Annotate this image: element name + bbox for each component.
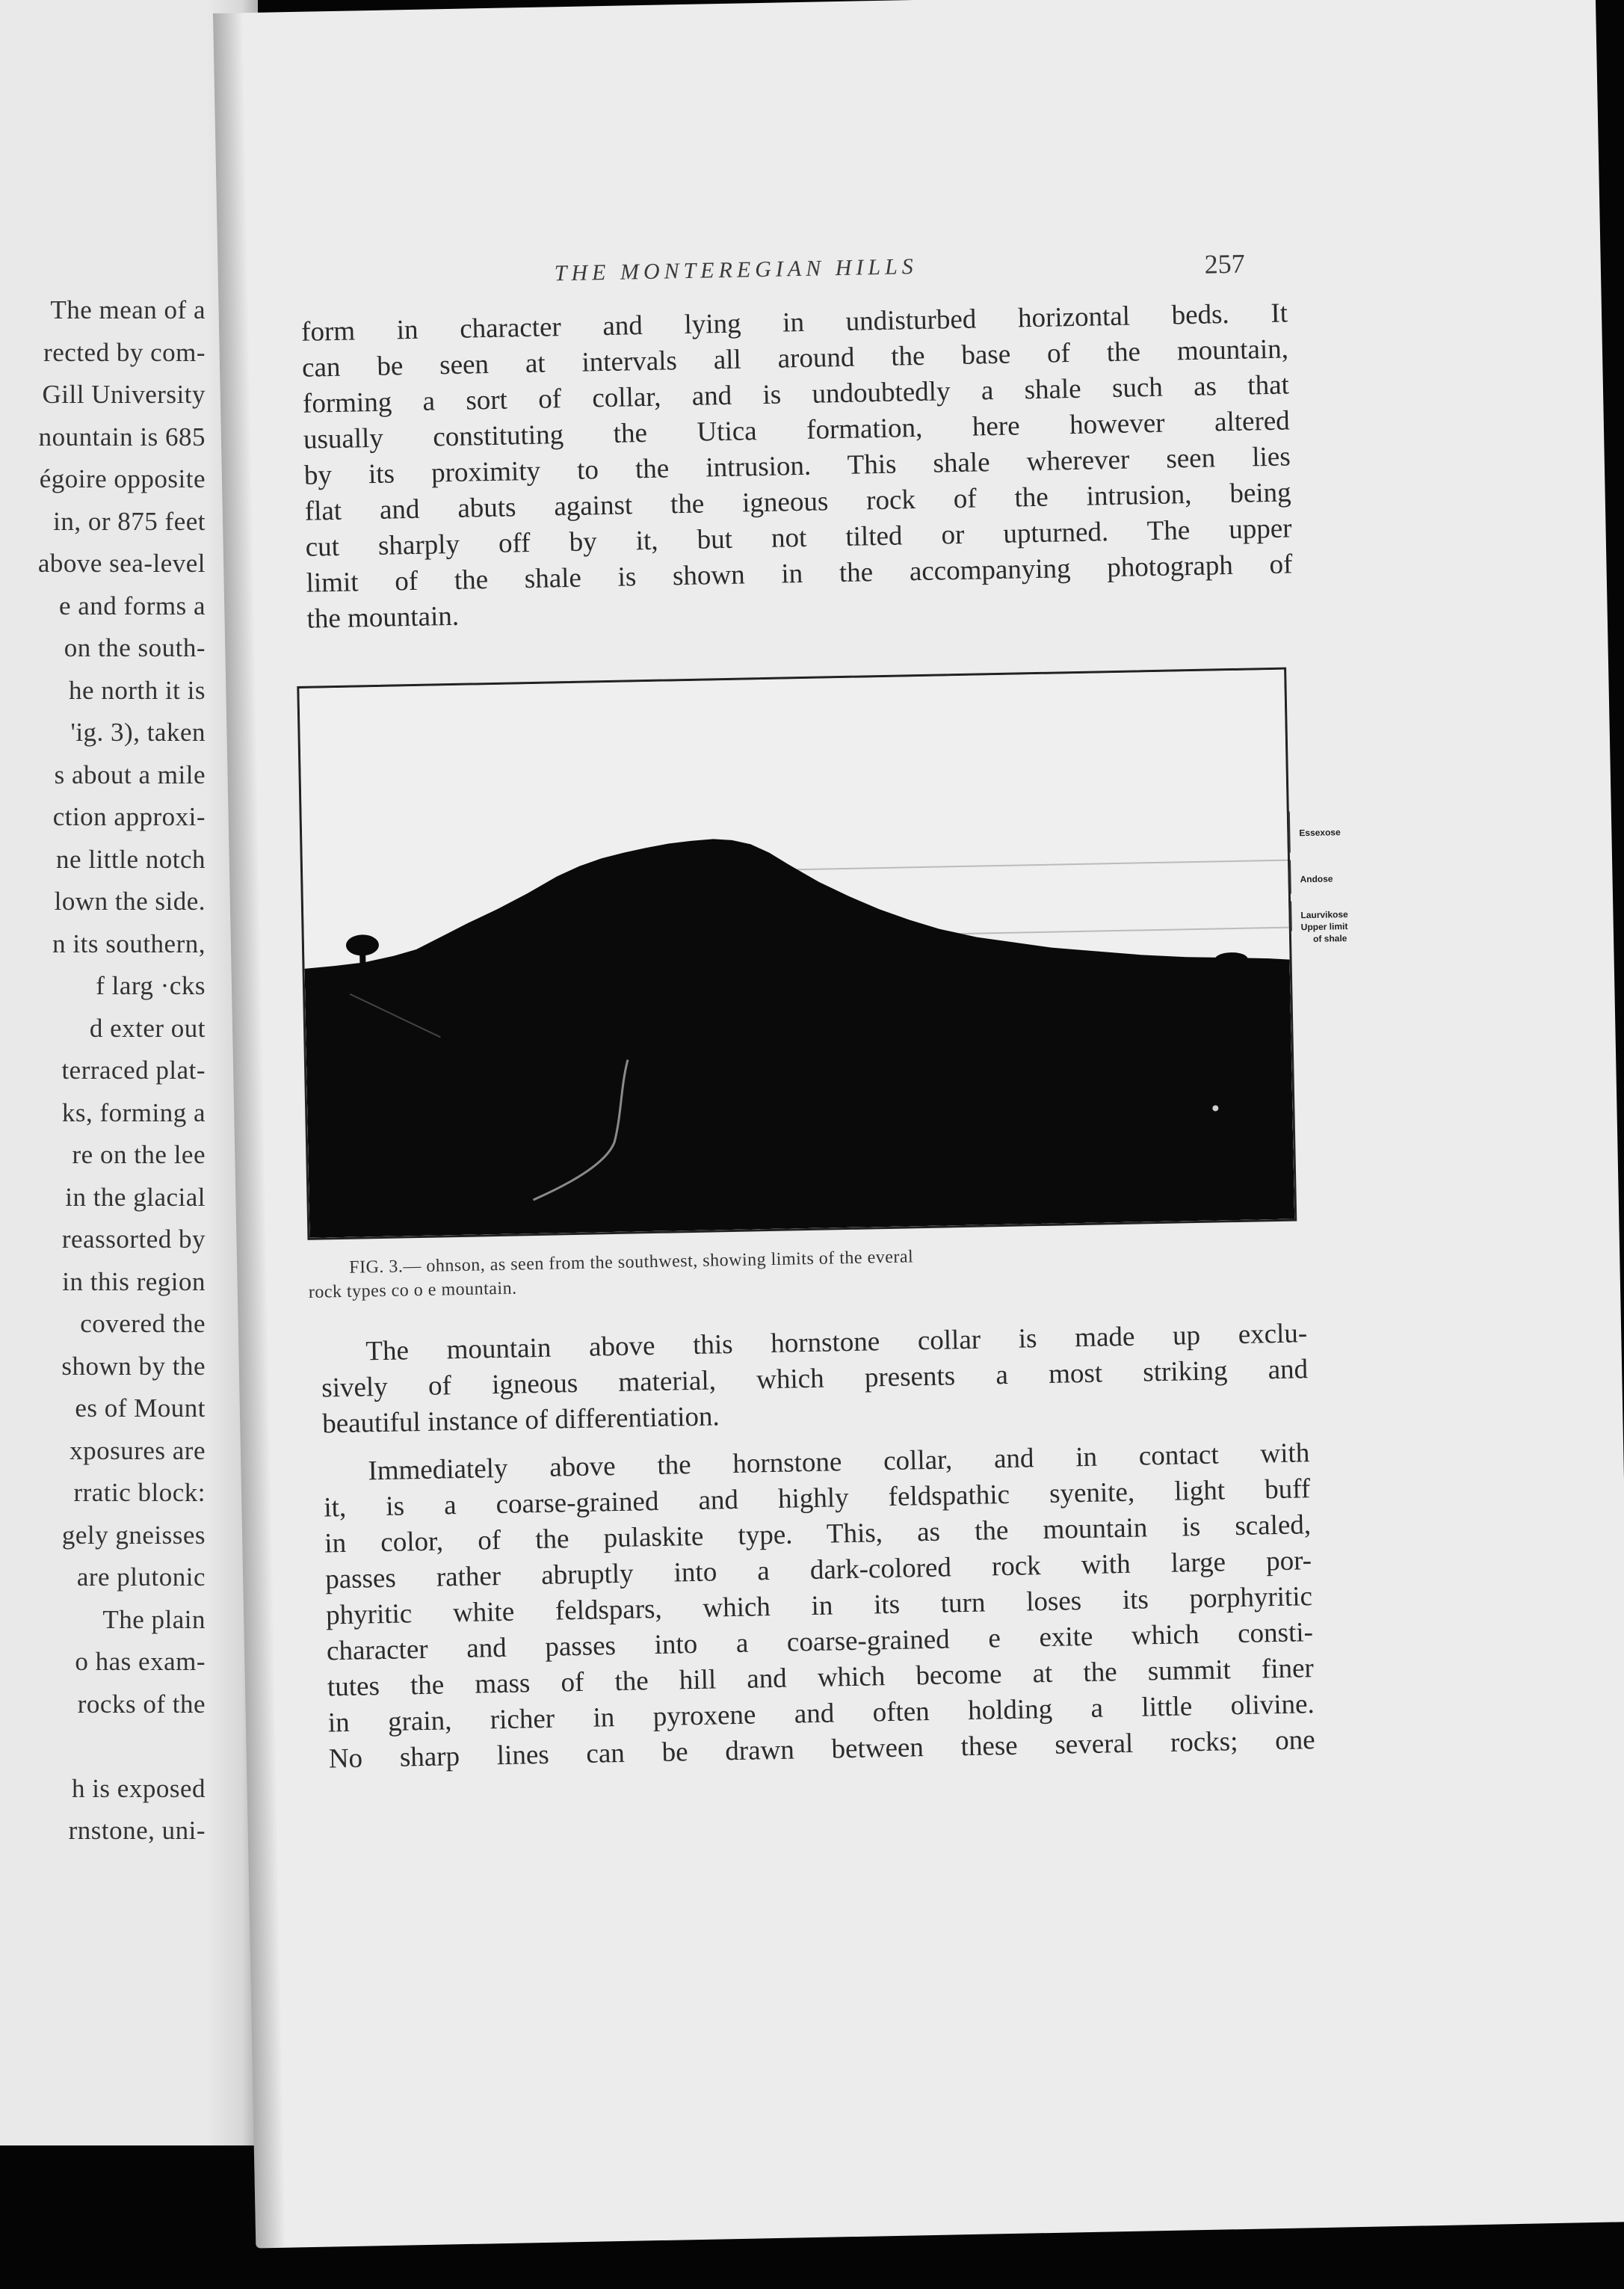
text-line: tutes the mass of the hill and which become at the summit finer bbox=[327, 1653, 1315, 1703]
text-line: cut sharply off by it, but not tilted or upturned. The upper bbox=[305, 513, 1292, 563]
text-line: the mountain. bbox=[306, 600, 460, 635]
text-line: form in character and lying in undisturbed horizontal beds. It bbox=[300, 298, 1288, 348]
running-head: THE MONTEREGIAN HILLS bbox=[554, 253, 918, 286]
left-page-line: covered the bbox=[80, 1309, 206, 1338]
left-page-line: n its southern, bbox=[52, 928, 206, 958]
left-page-line: 'ig. 3), taken bbox=[70, 718, 206, 747]
andose-bracket bbox=[1289, 860, 1299, 893]
left-page-line: are plutonic bbox=[76, 1562, 206, 1592]
left-page-line: ne little notch bbox=[56, 844, 206, 874]
left-page-line: rratic block: bbox=[73, 1478, 206, 1507]
text-line: can be seen at intervals all around the base of the mountain, bbox=[301, 333, 1289, 383]
text-line: sively of igneous material, which presents a most striking and bbox=[321, 1354, 1309, 1404]
left-page-line: f larg ·cks bbox=[96, 971, 206, 1000]
left-page-line: in this region bbox=[62, 1266, 206, 1296]
photograph-image bbox=[299, 670, 1294, 1238]
left-page-line: égoire opposite bbox=[39, 464, 206, 493]
text-line: No sharp lines can be drawn between these several rocks; one bbox=[328, 1725, 1316, 1775]
paragraph-1 bbox=[301, 295, 1294, 637]
left-page-line: gely gneisses bbox=[61, 1520, 206, 1550]
left-page-line: xposures are bbox=[70, 1435, 206, 1465]
left-page-line: Gill University bbox=[42, 380, 206, 409]
andose-label: Andose bbox=[1300, 873, 1333, 885]
left-page-line: nountain is 685 bbox=[38, 422, 206, 452]
left-page-line: ction approxi- bbox=[52, 802, 206, 831]
text-line: phyritic white feldspars, which in its turn loses its porphyritic bbox=[325, 1581, 1313, 1631]
essexose-label: Essexose bbox=[1299, 827, 1341, 839]
of-shale-label: of shale bbox=[1312, 933, 1347, 944]
page-number: 257 bbox=[1204, 248, 1246, 280]
left-page-line: s about a mile bbox=[54, 760, 206, 789]
left-page-line: he north it is bbox=[69, 675, 206, 705]
right-page bbox=[213, 0, 1624, 2248]
left-page-line: rected by com- bbox=[43, 337, 206, 367]
left-page-line: in the glacial bbox=[65, 1182, 206, 1212]
text-line: in grain, richer in pyroxene and often holding a little olivine. bbox=[327, 1689, 1315, 1739]
text-line: forming a sort of collar, and is undoubtedly a shale such as that bbox=[302, 369, 1290, 419]
left-page-line: shown by the bbox=[61, 1351, 206, 1381]
text-line: Immediately above the hornstone collar, and in contact with bbox=[368, 1438, 1310, 1487]
left-page-line: reassorted by bbox=[61, 1224, 206, 1254]
laurvikose-bracket bbox=[1290, 901, 1300, 931]
left-page-line: in, or 875 feet bbox=[53, 506, 206, 536]
text-line: limit of the shale is shown in the accompanying photograph of bbox=[306, 549, 1293, 599]
text-line: by its proximity to the intrusion. This shale wherever seen lies bbox=[303, 441, 1291, 491]
left-page-line: lown the side. bbox=[54, 887, 206, 916]
left-page-line: es of Mount bbox=[75, 1393, 206, 1423]
left-page-line: e and forms a bbox=[58, 591, 206, 620]
text-line: character and passes into a coarse-grained e exite which consti- bbox=[326, 1617, 1314, 1667]
text-line: usually constituting the Utica formation, here however altered bbox=[303, 405, 1291, 455]
text-line: it, is a coarse-grained and highly feldspathic syenite, light buff bbox=[324, 1473, 1311, 1524]
left-page-line: ks, forming a bbox=[61, 1097, 206, 1127]
left-page-line: The mean of a bbox=[50, 295, 206, 324]
paragraph-3 bbox=[323, 1435, 1315, 1777]
left-page-line: rnstone, uni- bbox=[68, 1816, 206, 1845]
left-page-line: re on the lee bbox=[72, 1140, 206, 1169]
left-page-line: The plain bbox=[102, 1604, 206, 1634]
figure-caption-line-2: rock types co o e mountain. bbox=[308, 1278, 517, 1302]
text-line: in color, of the pulaskite type. This, as the mountain is scaled, bbox=[324, 1509, 1312, 1559]
text-line: The mountain above this hornstone collar is made up exclu- bbox=[365, 1318, 1308, 1367]
left-page-line: d exter out bbox=[89, 1013, 206, 1043]
left-page-line: rocks of the bbox=[77, 1689, 206, 1719]
left-page-line: above sea-level bbox=[37, 549, 206, 578]
upper-limit-label: Upper limit bbox=[1300, 921, 1348, 933]
figure-caption-line-1: FIG. 3.— ohnson, as seen from the southwest, showing limits of the everal bbox=[348, 1247, 914, 1278]
left-page-line: h is exposed bbox=[71, 1773, 206, 1803]
left-page-line: on the south- bbox=[64, 633, 206, 662]
essexose-bracket bbox=[1288, 811, 1298, 852]
left-page-line: o has exam- bbox=[75, 1647, 206, 1676]
text-line: beautiful instance of differentiation. bbox=[321, 1401, 720, 1440]
paragraph-2 bbox=[321, 1316, 1309, 1442]
text-line: passes rather abruptly into a dark-colored rock with large por- bbox=[324, 1545, 1312, 1595]
text-line: flat and abuts against the igneous rock of the intrusion, being bbox=[304, 477, 1291, 527]
laurvikose-label: Laurvikose bbox=[1300, 909, 1348, 921]
mountain-photograph bbox=[297, 668, 1297, 1240]
left-page-line: terraced plat- bbox=[61, 1056, 206, 1085]
